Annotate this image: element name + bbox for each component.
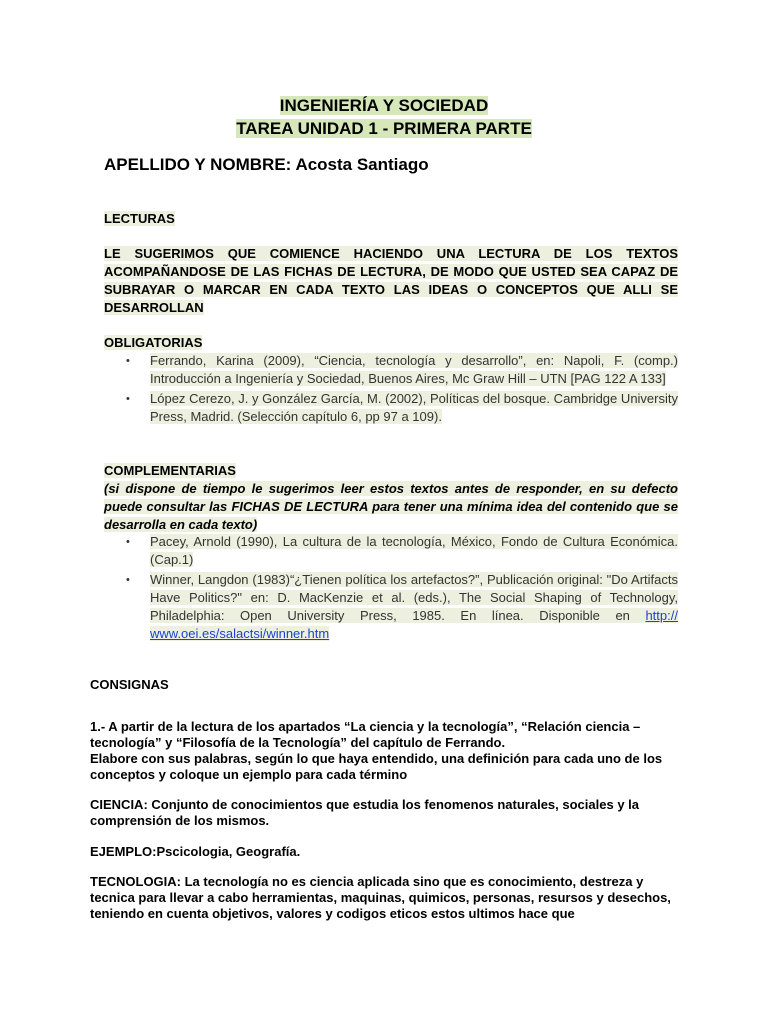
list-item: • Winner, Langdon (1983)“¿Tienen política los artefactos?”, Publicación original: "Do Artifacts Have Politics?" en: D. MacKenzie et al. (eds.), The Social Shaping of Technology, Philadelphia: Open University Press, 1985. En línea. Disponible en http:// www.oei.es/salactsi/winner.htm bbox=[126, 572, 678, 641]
doc-subtitle bbox=[0, 118, 768, 140]
name-value: Acosta Santiago bbox=[295, 155, 429, 174]
lecturas-intro: LE SUGERIMOS QUE COMIENCE HACIENDO UNA LECTURA DE LOS TEXTOS ACOMPAÑANDOSE DE LAS FICHAS DE LECTURA, DE MODO QUE USTED SEA CAPAZ DE SUBRAYAR O MARCAR EN CADA TEXTO LAS IDEAS O CONCEPTOS QUE ALLI SE DESARROLLAN bbox=[104, 246, 678, 315]
tecnologia-definition: TECNOLOGIA: La tecnología no es ciencia aplicada sino que es conocimiento, destreza y tecnica para llevar a cabo herramientas, maquinas, quimicos, personas, resursos y desechos, teniendo en cuenta objetivos, valores y codigos eticos estos ultimos hace que bbox=[90, 874, 671, 921]
complementarias-note: (si dispone de tiempo le sugerimos leer estos textos antes de responder, en su defecto puede consultar las FICHAS DE LECTURA para tener una mínima idea del contenido que se desarrolla en cada texto) bbox=[104, 481, 678, 532]
winner-link[interactable]: www.oei.es/salactsi/winner.htm bbox=[150, 626, 330, 641]
title-line-1: INGENIERÍA Y SOCIEDAD bbox=[279, 96, 489, 115]
obligatorias-list bbox=[104, 352, 678, 428]
ciencia-definition: CIENCIA: Conjunto de conocimientos que estudia los fenomenos naturales, sociales y la comprensión de los mismos. bbox=[90, 797, 639, 828]
list-item: • Pacey, Arnold (1990), La cultura de la tecnología, México, Fondo de Cultura Económica. (Cap.1) bbox=[126, 534, 678, 567]
lecturas-heading: LECTURAS bbox=[104, 211, 175, 226]
title-line-2: TAREA UNIDAD 1 - PRIMERA PARTE bbox=[236, 119, 532, 138]
student-name-line bbox=[104, 154, 429, 176]
doc-title bbox=[0, 95, 768, 117]
question-1-instruction: Elabore con sus palabras, según lo que haya entendido, una definición para cada uno de los conceptos y coloque un ejemplo para cada término bbox=[90, 751, 663, 782]
consignas-heading: CONSIGNAS bbox=[90, 677, 169, 692]
bullet-icon: • bbox=[126, 393, 130, 405]
question-1: 1.- A partir de la lectura de los apartados “La ciencia y la tecnología”, “Relación ciencia – tecnología” y “Filosofía de la Tecnología” del capítulo de Ferrando. bbox=[90, 719, 641, 750]
obligatorias-heading: OBLIGATORIAS bbox=[104, 335, 203, 350]
name-label: APELLIDO Y NOMBRE: bbox=[104, 155, 292, 174]
list-item: • Ferrando, Karina (2009), “Ciencia, tecnología y desarrollo”, en: Napoli, F. (comp.) Introducción a Ingeniería y Sociedad, Buenos Aires, Mc Graw Hill – UTN [PAG 122 A 133] bbox=[126, 353, 678, 386]
complementarias-list bbox=[104, 533, 678, 645]
link-prefix[interactable]: http:// bbox=[645, 608, 678, 623]
complementarias-heading: COMPLEMENTARIAS bbox=[104, 463, 236, 478]
list-item: • López Cerezo, J. y González García, M. (2002), Políticas del bosque. Cambridge University Press, Madrid. (Selección capítulo 6, pp 97 a 109). bbox=[126, 391, 678, 424]
bullet-icon: • bbox=[126, 536, 130, 548]
bullet-icon: • bbox=[126, 574, 130, 586]
ciencia-example: EJEMPLO:Pscicologia, Geografía. bbox=[90, 844, 301, 859]
bullet-icon: • bbox=[126, 355, 130, 367]
